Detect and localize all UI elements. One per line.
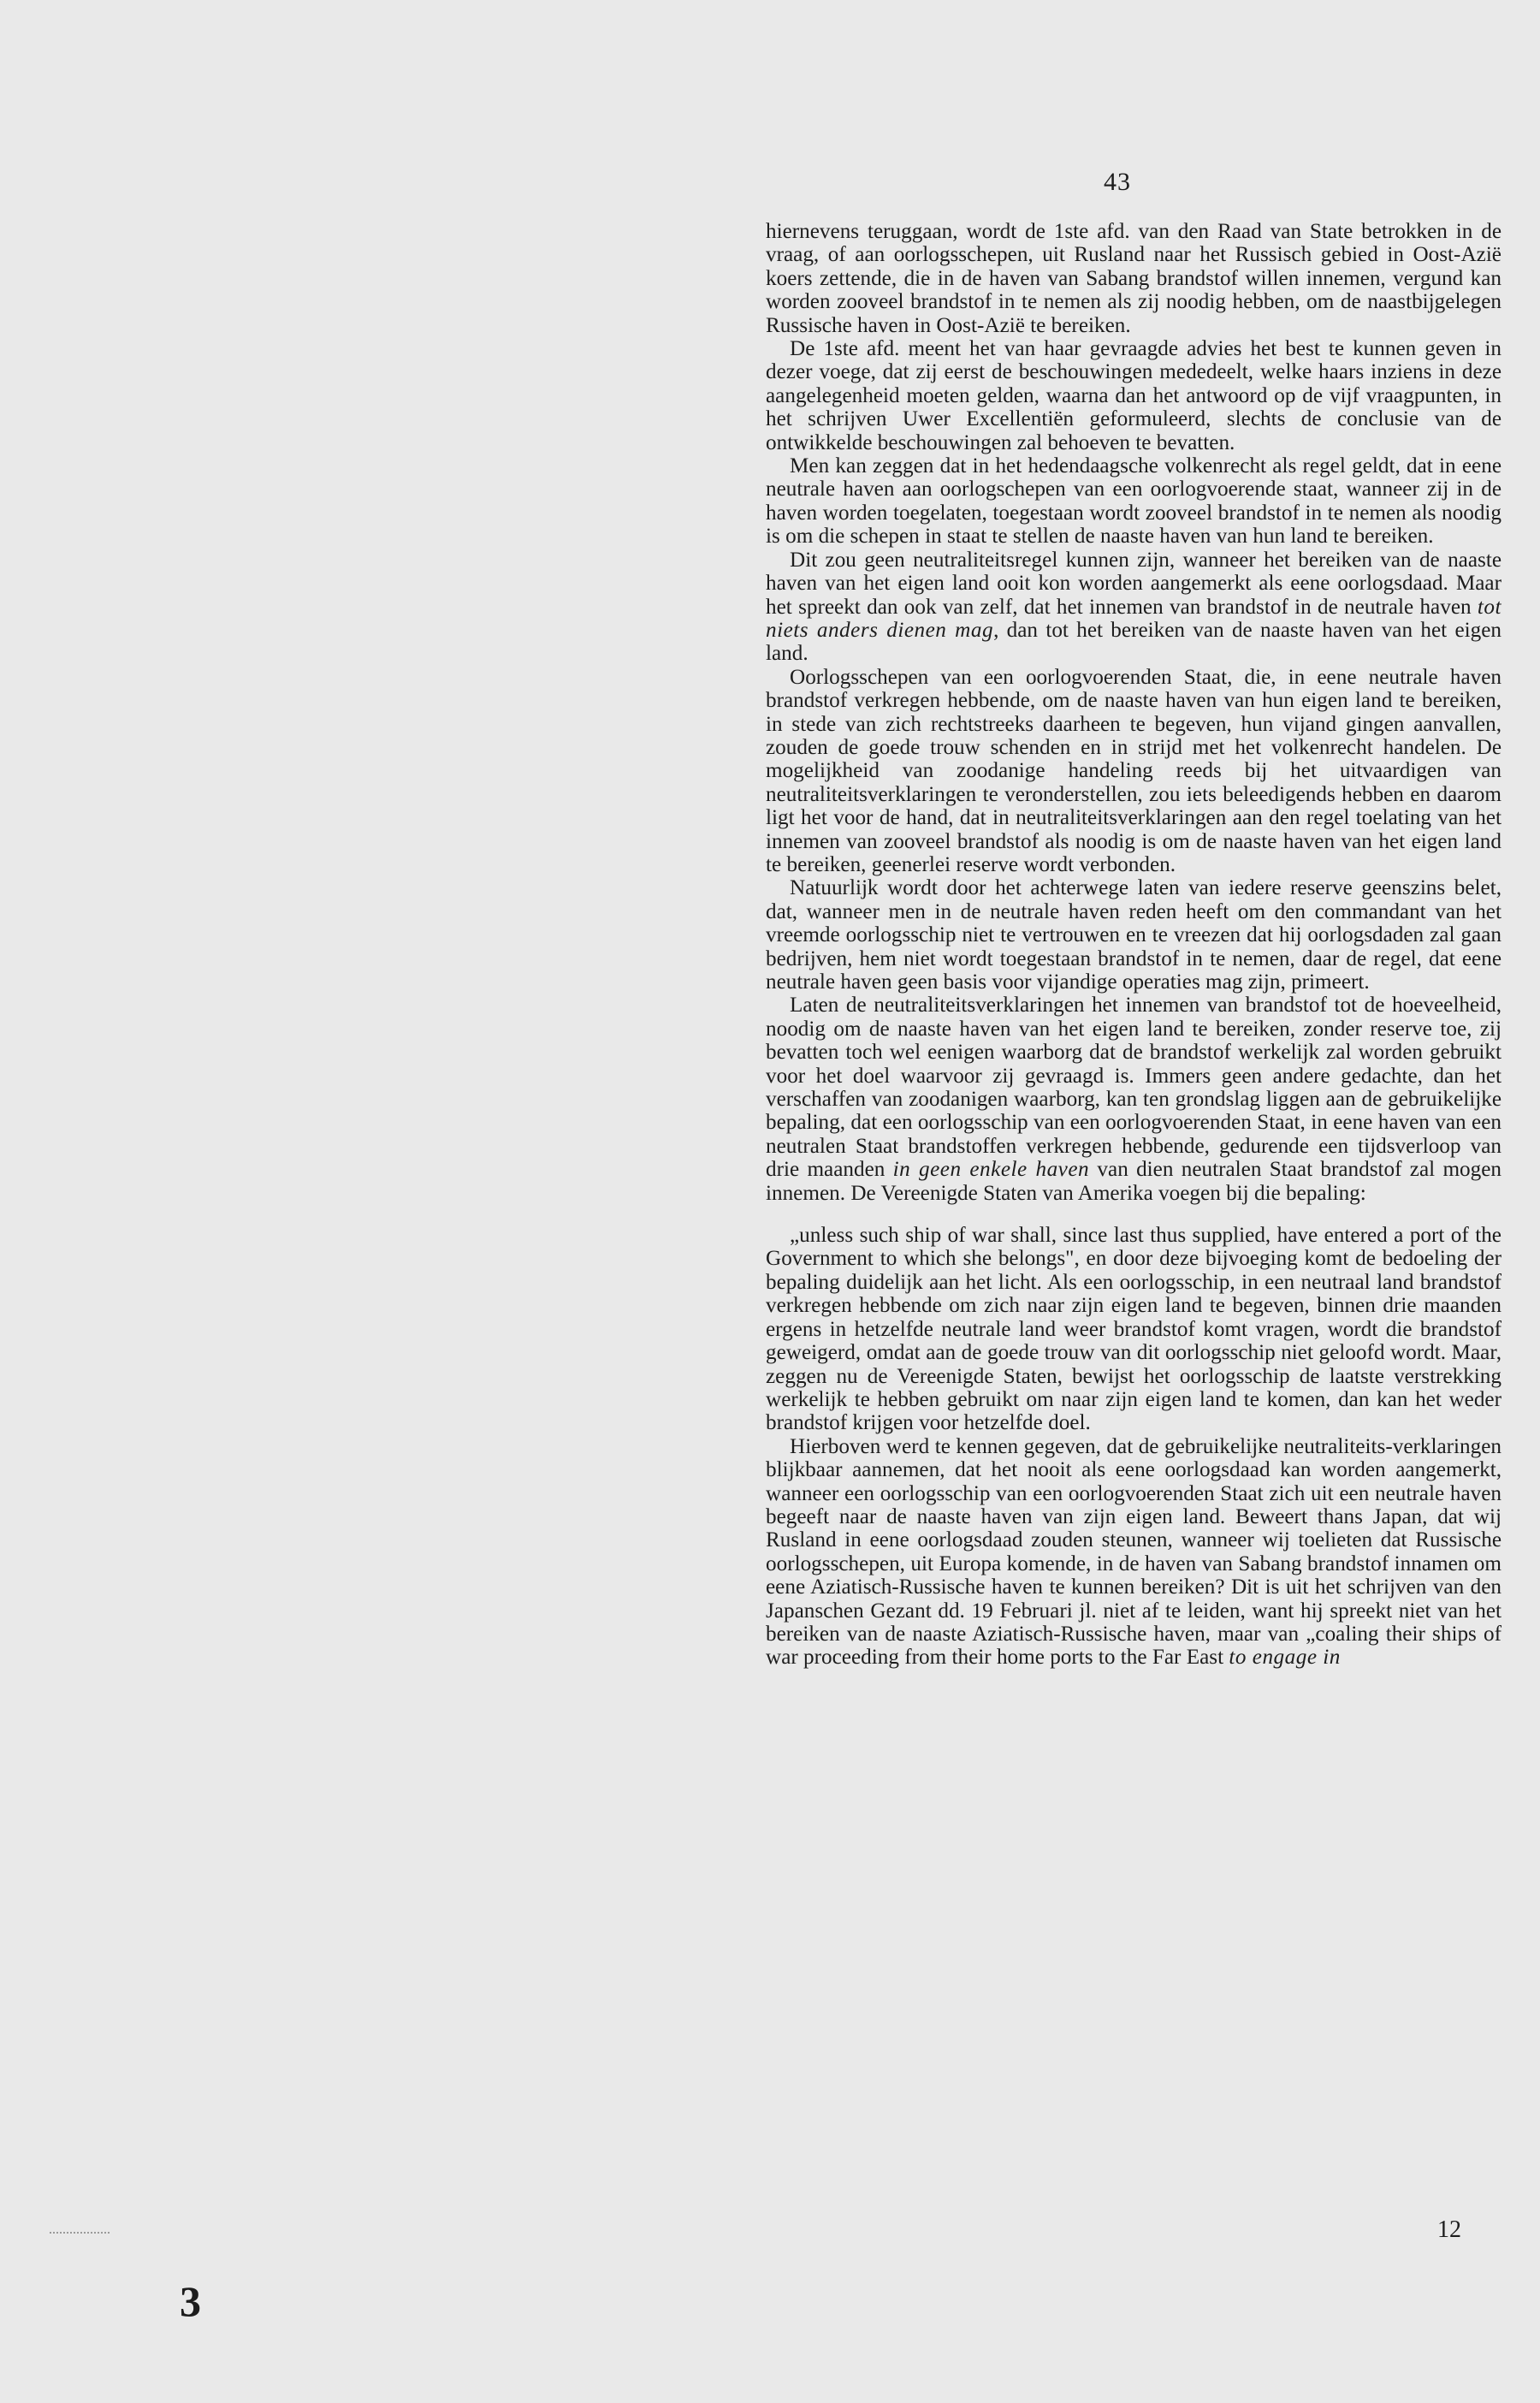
page-number: 43 (1104, 168, 1131, 196)
paragraph-8-quotation: „unless such ship of war shall, since last thus supplied, have entered a port of the Government to which she belongs", en door deze bijvoeging komt de bedoeling der bepaling duidelijk aan het licht. Als een oorlogsschip, in een neutraal land brandstof verkregen hebbende om zich naar zijn eigen land te begeven, binnen drie maanden ergens in hetzelfde neutrale land weer brandstof komt vragen, wordt die brandstof geweigerd, omdat aan de goede trouw van dit oorlogsschip niet geloofd wordt. Maar, zeggen nu de Vereenigde Staten, bewijst het oorlogsschip de laatste verstrekking werkelijk te hebben gebruikt om naar zijn eigen land te komen, dan kan het weder brandstof krijgen voor hetzelfde doel. (766, 1224, 1502, 1435)
paragraph-9 (766, 1435, 1502, 1670)
paragraph-4 (766, 549, 1502, 666)
signature-mark: 12 (1437, 2216, 1461, 2243)
paragraph-6: Natuurlijk wordt door het achterwege laten van iedere reserve geenszins belet, dat, wanneer men in de neutrale haven reden heeft om den commandant van het vreemde oorlogsschip niet te vertrouwen en te vreezen dat hij oorlogsdaden zal gaan bedrijven, hem niet wordt toegestaan brandstof in te nemen, daar de regel, dat eene neutrale haven geen basis voor vijandige operaties mag zijn, primeert. (766, 876, 1502, 994)
paragraph-7-emphasis: in geen enkele haven (892, 1158, 1090, 1182)
paragraph-5: Oorlogsschepen van een oorlogvoerenden Staat, die, in eene neutrale haven brandstof verkregen hebbende, om de naaste haven van hun eigen land te bereiken, in stede van zich rechtstreeks daarheen te begeven, hun vijand gingen aanvallen, zouden de goede trouw schenden en in strijd met het volkenrecht handelen. De mogelijkheid van zoodanige handeling reeds bij het uitvaardigen van neutraliteitsverklaringen te veronderstellen, zou iets beleedigends hebben en daarom ligt het voor de hand, dat in neutraliteitsverklaringen aan den regel toelating van het innemen van zooveel brandstof als noodig is om de naaste haven van het eigen land te bereiken, geenerlei reserve wordt verbonden. (766, 665, 1502, 876)
paragraph-9-text: Hierboven werd te kennen gegeven, dat de gebruikelijke neutraliteits-verklaringen blijkbaar aannemen, dat het nooit als eene oorlogsdaad kan worden aangemerkt, wanneer een oorlogsschip van een oorlogvoerenden Staat zich uit een neutrale haven begeeft naar de naaste haven van zijn eigen land. Beweert thans Japan, dat wij Rusland in eene oorlogsdaad zouden steunen, wanneer wij toelieten dat Russische oorlogsschepen, uit Europa komende, in de haven van Sabang brandstof innamen om eene Aziatisch-Russische haven te kunnen bereiken? Dit is uit het schrijven van den Japanschen Gezant dd. 19 Februari jl. niet af te leiden, want hij spreekt niet van het bereiken van de naaste Aziatisch-Russische haven, maar van „coaling their ships of war proceeding from their home ports to the Far East (766, 1434, 1502, 1670)
paragraph-2: De 1ste afd. meent het van haar gevraagde advies het best te kunnen geven in dezer voege, dat zij eerst de beschouwingen mededeelt, welke haars inziens in deze aangelegenheid moeten gelden, waarna dan het antwoord op de vijf vraagpunten, in het schrijven Uwer Excellentiën geformuleerd, slechts de conclusie van de ontwikkelde beschouwingen zal behoeven te bevatten. (766, 337, 1502, 454)
margin-speck (50, 2232, 110, 2236)
paragraph-4-text: Dit zou geen neutraliteitsregel kunnen zijn, wanneer het bereiken van de naaste haven van het eigen land ooit kon worden aangemerkt als eene oorlogsdaad. Maar het spreekt dan ook van zelf, dat het innemen van brandstof in de neutrale haven (766, 548, 1502, 619)
body-text (766, 220, 1502, 1670)
paragraph-4-emphasis: tot niets anders dienen mag (766, 595, 1502, 642)
paragraph-7 (766, 994, 1502, 1205)
paragraph-9-emphasis: to engage in (1229, 1646, 1341, 1670)
paragraph-1: hiernevens teruggaan, wordt de 1ste afd. van den Raad van State betrokken in de vraag, of aan oorlogsschepen, uit Rusland naar het Russisch gebied in Oost-Azië koers zettende, die in de haven van Sabang brandstof willen innemen, vergund kan worden zooveel brandstof in te nemen als zij noodig hebben, om de naastbijgelegen Russische haven in Oost-Azië te bereiken. (766, 220, 1502, 337)
paragraph-7-text-end: van dien neutralen Staat brandstof zal mogen innemen. De Vereenigde Staten van Amerika voegen bij die bepaling: (766, 1158, 1502, 1205)
paragraph-7-text: Laten de neutraliteitsverklaringen het innemen van brandstof tot de hoeveelheid, noodig om de naaste haven van het eigen land te bereiken, zonder reserve toe, zij bevatten toch wel eenigen waarborg dat de brandstof werkelijk zal worden gebruikt voor het doel waarvoor zij gevraagd is. Immers geen andere gedachte, dan het verschaffen van zoodanigen waarborg, kan ten grondslag liggen aan de gebruikelijke bepaling, dat een oorlogsschip van een oorlogvoerenden Staat, in eene haven van een neutralen Staat brandstoffen verkregen hebbende, gedurende een tijdsverloop van drie maanden (766, 994, 1502, 1182)
paragraph-4-text-end: , dan tot het bereiken van de naaste haven van het eigen land. (766, 618, 1502, 666)
paragraph-3: Men kan zeggen dat in het hedendaagsche volkenrecht als regel geldt, dat in eene neutrale haven aan oorlogschepen van een oorlogvoerende staat, wanneer zij in de haven worden toegelaten, toegestaan wordt zooveel brandstof in te nemen als noodig is om die schepen in staat te stellen de naaste haven van hun land te bereiken. (766, 454, 1502, 549)
sheet-number: 3 (180, 2277, 201, 2325)
